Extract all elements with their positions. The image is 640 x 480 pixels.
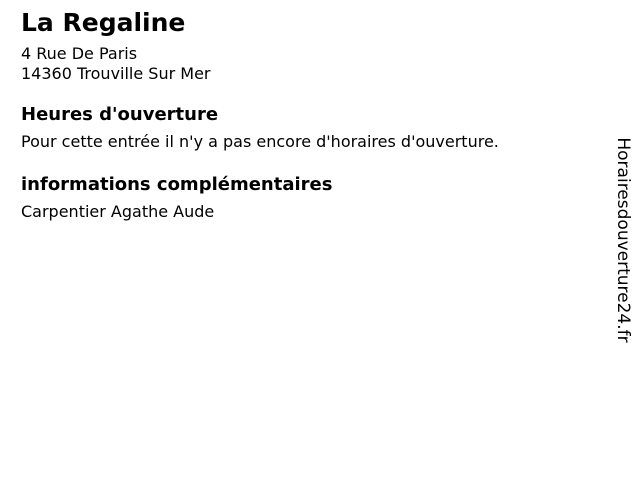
main-content bbox=[0, 0, 640, 222]
address-block bbox=[21, 44, 600, 84]
opening-hours-heading: Heures d'ouverture bbox=[21, 104, 219, 125]
address-street: 4 Rue De Paris bbox=[21, 44, 138, 63]
page-title: La Regaline bbox=[21, 8, 186, 37]
additional-info-text: Carpentier Agathe Aude bbox=[21, 202, 215, 221]
address-city: 14360 Trouville Sur Mer bbox=[21, 64, 211, 83]
site-watermark: Horairesdouverture24.fr bbox=[613, 137, 633, 343]
additional-info-heading: informations complémentaires bbox=[21, 174, 333, 195]
opening-hours-text: Pour cette entrée il n'y a pas encore d'horaires d'ouverture. bbox=[21, 132, 499, 151]
